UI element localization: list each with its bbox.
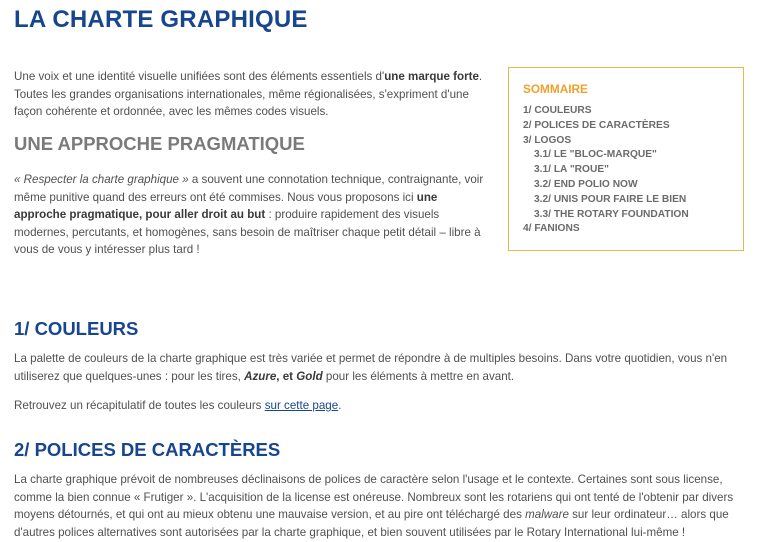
intro-paragraph (14, 68, 484, 121)
fonts-paragraph (14, 471, 754, 541)
colors-text-end: pour les éléments à mettre en avant. (322, 369, 515, 383)
approach-text: a souvent une connotation technique, contraignante, voir même punitive quand des erreurs ont été commises. Nous vous proposons ici (14, 173, 484, 204)
toc-item-logos[interactable]: 3/ LOGOS (523, 134, 572, 146)
intro-emphasis: une marque forte (384, 70, 479, 83)
color-name-azure: Azure (244, 369, 277, 383)
toc-item-polices[interactable]: 2/ POLICES DE CARACTÈRES (523, 119, 670, 131)
toc-item-couleurs[interactable]: 1/ COULEURS (523, 105, 592, 116)
colors-page-link[interactable]: sur cette page (264, 399, 339, 412)
colors-heading: 1/ COULEURS (14, 318, 139, 339)
approach-emphasis: une approche pragmatique, pour aller droit au but (14, 190, 438, 221)
colors-link-paragraph (14, 397, 754, 415)
colors-link-text: Retrouvez un récapitulatif de toutes les couleurs (14, 399, 265, 412)
toc-item-rotary-foundation[interactable]: 3.3/ THE ROTARY FOUNDATION (534, 208, 689, 220)
toc-title: SOMMAIRE (523, 82, 588, 96)
approach-quote: « Respecter la charte graphique » (14, 173, 189, 186)
fonts-malware: malware (525, 508, 569, 521)
colors-link-end: . (338, 399, 342, 412)
toc-item-end-polio-now[interactable]: 3.2/ END POLIO NOW (534, 178, 638, 190)
approach-paragraph (14, 171, 484, 259)
table-of-contents (508, 67, 744, 251)
approach-text-end: : produire rapidement des visuels modernes, percutants, et homogènes, sans besoin de maîtriser chaque petit détail – libre à vous de vous y intéresser plus tard ! (14, 208, 481, 256)
toc-item-unis-pour-faire-le-bien[interactable]: 3.2/ UNIS POUR FAIRE LE BIEN (534, 193, 687, 205)
toc-item-fanions[interactable]: 4/ FANIONS (523, 223, 580, 235)
toc-item-roue[interactable]: 3.1/ LA "ROUE" (534, 164, 609, 176)
colors-paragraph (14, 350, 754, 385)
intro-text-end: . Toutes les grandes organisations internationales, même régionalisées, s'expriment d'une façon cohérente et ordonnée, avec les mêmes codes visuels. (14, 70, 483, 118)
fonts-text: La charte graphique prévoit de nombreuses déclinaisons de polices de caractère selon l'usage et le contexte. Certaines sont sous license, comme la bien connue « Frutiger ». L'acquisition de la license est onéreuse. Nombreux sont les rotariens qui ont tenté de l'obtenir par divers moyens détournés, et qui ont au mieux obtenu une mauvaise version, et au pire ont téléchargé des (14, 473, 734, 521)
page-title: LA CHARTE GRAPHIQUE (14, 6, 308, 33)
color-name-gold: Gold (296, 369, 323, 383)
approach-heading: UNE APPROCHE PRAGMATIQUE (14, 133, 305, 154)
toc-item-bloc-marque[interactable]: 3.1/ LE "BLOC-MARQUE" (534, 149, 657, 161)
fonts-heading: 2/ POLICES DE CARACTÈRES (14, 439, 281, 460)
fonts-text-end: sur leur ordinateur… alors que d'autres polices alternatives sont autorisées par la charte graphique, et bien souvent utilisées par le Rotary International lui-même ! (14, 508, 729, 539)
colors-text: La palette de couleurs de la charte graphique est très variée et permet de répondre à de multiples besoins. Dans votre quotidien, vous n'en utiliserez que quelques-unes : pour les tires, (14, 352, 728, 383)
colors-separator: , et (276, 369, 297, 383)
intro-text: Une voix et une identité visuelle unifiées sont des éléments essentiels d' (14, 70, 385, 83)
